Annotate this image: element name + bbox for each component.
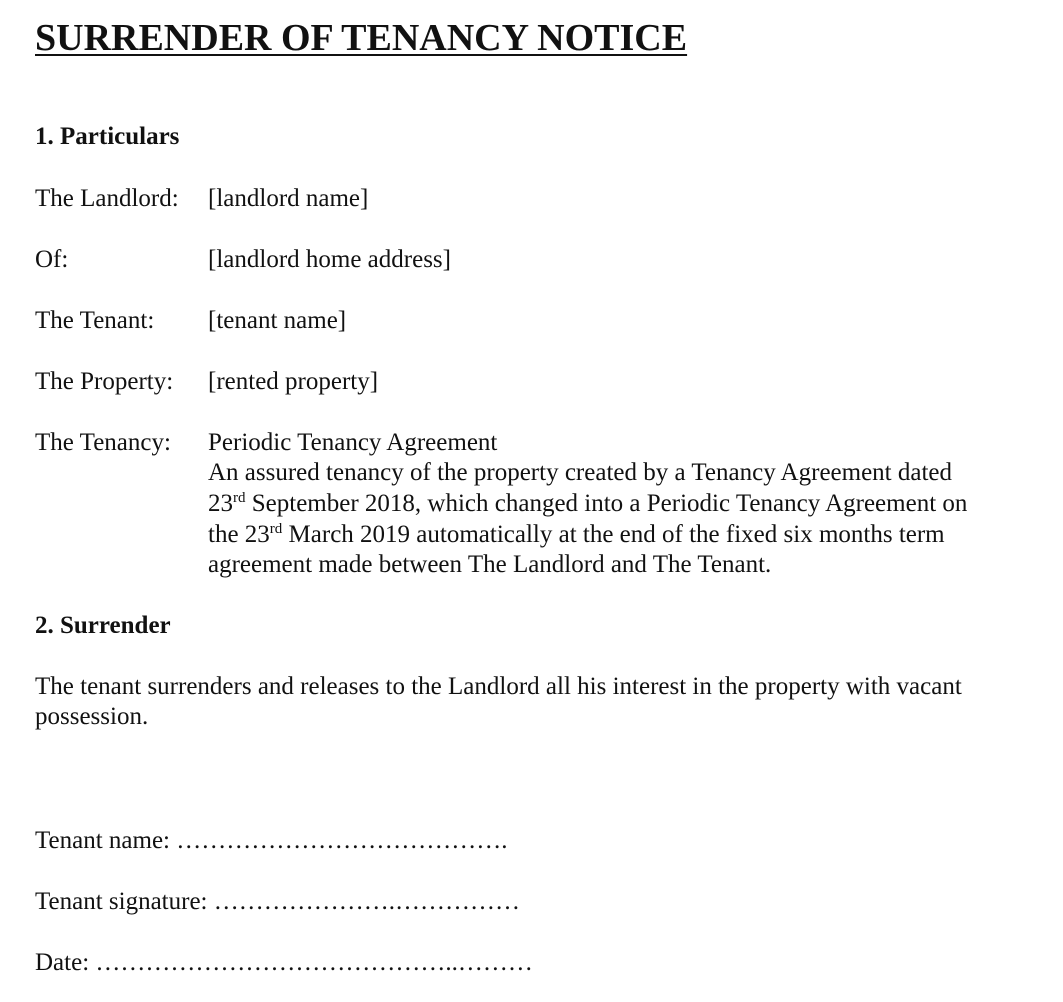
particular-value-landlord: [landlord name] bbox=[208, 185, 369, 212]
tenancy-description-line bbox=[208, 520, 1028, 551]
section-heading-particulars: 1. Particulars bbox=[35, 123, 180, 150]
tenancy-description-line: agreement made between The Landlord and The Tenant. bbox=[208, 551, 772, 579]
particular-label-landlord: The Landlord: bbox=[35, 185, 179, 212]
document-title: SURRENDER OF TENANCY NOTICE bbox=[35, 17, 688, 59]
particular-label-property: The Property: bbox=[35, 368, 174, 395]
particular-value-address: [landlord home address] bbox=[208, 246, 451, 273]
particular-value-tenant: [tenant name] bbox=[208, 307, 347, 334]
particular-value-tenancy: Periodic Tenancy Agreement bbox=[208, 429, 498, 456]
ordinal-suffix: rd bbox=[233, 489, 246, 506]
start-date-rest: September 2018, which changed into a Periodic Tenancy Agreement on bbox=[245, 489, 968, 517]
start-day: 23 bbox=[208, 489, 233, 517]
periodic-date-prefix: the 23 bbox=[208, 520, 270, 548]
tenancy-description bbox=[208, 458, 1028, 581]
particular-label-of: Of: bbox=[35, 246, 69, 273]
ordinal-suffix: rd bbox=[269, 520, 283, 537]
tenancy-description-line bbox=[208, 489, 1028, 520]
periodic-date-rest: March 2019 automatically at the end of the fixed six months term bbox=[282, 520, 945, 548]
tenant-signature-field: Tenant signature: ………………….…………… bbox=[35, 888, 520, 915]
tenant-name-field: Tenant name: …………………………………. bbox=[35, 827, 508, 854]
date-field: Date: ……………………………………..……… bbox=[35, 949, 533, 976]
particular-label-tenancy: The Tenancy: bbox=[35, 429, 171, 456]
particular-value-property: [rented property] bbox=[208, 368, 379, 395]
tenancy-description-line: An assured tenancy of the property created by a Tenancy Agreement dated bbox=[208, 459, 953, 486]
section-heading-surrender: 2. Surrender bbox=[35, 612, 171, 639]
particular-label-tenant: The Tenant: bbox=[35, 307, 155, 334]
surrender-paragraph: The tenant surrenders and releases to the Landlord all his interest in the property with vacant possession. bbox=[35, 673, 962, 730]
